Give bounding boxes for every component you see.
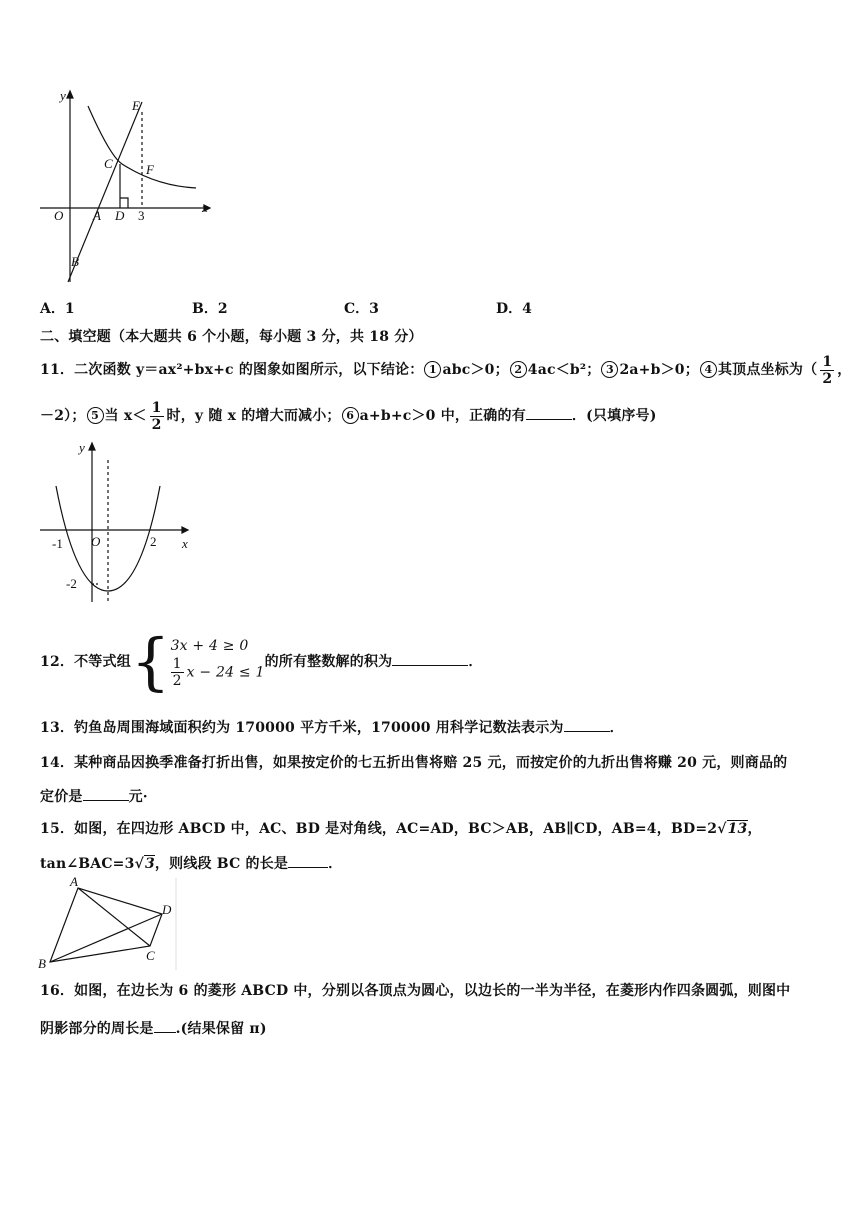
y-axis-arrow: [89, 443, 95, 450]
q11-line1: 11．二次函数 y＝ax²+bx+c 的图象如图所示，以下结论： 1 abc＞0； 2 4ac＜b²； 3 2a+b＞0； 4 其顶点坐标为（ $\frac{1}{2}$ ，: [40, 353, 852, 387]
fig10-label-e: E: [132, 98, 140, 113]
q11-graph-label-x: x: [182, 536, 188, 551]
answer-blank: [83, 800, 129, 801]
fraction-half: $\frac{1}{2}$: [822, 353, 833, 387]
fig10-label-x: x: [202, 200, 208, 215]
q11-line2: －2）； 5 当 x＜ $\frac{1}{2}$ 时，y 随 x 的增大而减小； 6 a+b+c＞0 中，正确的有 ．(只填序号): [40, 399, 657, 433]
q11-graph-label-y: y: [79, 440, 85, 455]
y-axis-arrow: [67, 91, 73, 98]
answer-blank: [526, 419, 572, 420]
q16-line1: 16．如图，在边长为 6 的菱形 ABCD 中，分别以各顶点为圆心，以边长的一半为半径，在菱形内作四条圆弧，则图中: [40, 983, 791, 999]
fig10-label-c: C: [104, 156, 113, 171]
fraction-half: $\frac{1}{2}$: [151, 399, 162, 433]
q15-label-c: C: [146, 948, 155, 963]
line-ab: [68, 102, 142, 282]
q15-label-a: A: [70, 874, 78, 889]
q11-graph-label-2: 2: [150, 534, 157, 549]
q15-line1: 15．如图，在四边形 ABCD 中，AC、BD 是对角线，AC=AD，BC＞AB，AB∥CD，AB=4，BD=2√13，: [40, 821, 762, 837]
sqrt-13: √13: [717, 821, 748, 837]
q12-line: 12．不等式组{ 3x + 4 ≥ 0 $\frac{1}{2}$ x − 24 ≤ 1 的所有整数解的积为 ．: [40, 625, 483, 698]
x-axis-arrow: [182, 527, 188, 533]
q15-quadrilateral-figure: [36, 874, 182, 972]
right-angle-mark: [120, 198, 128, 208]
answer-blank: [392, 665, 468, 666]
q16-line2: 阴影部分的周长是 .(结果保留 π): [40, 1021, 267, 1037]
q14-line1: 14．某种商品因换季准备打折出售，如果按定价的七五折出售将赔 25 元，而按定价的九折出售将赚 20 元，则商品的: [40, 755, 788, 771]
fig10-label-o: O: [54, 208, 64, 223]
fig10-label-f: F: [146, 162, 154, 177]
option-a: A．1: [40, 301, 75, 317]
fig10-label-3: 3: [138, 208, 145, 223]
answer-blank: [564, 731, 610, 732]
fig10-label-y: y: [60, 88, 66, 103]
fig10-label-b: B: [71, 254, 79, 269]
answer-blank: [288, 867, 328, 868]
inequality-system: 3x + 4 ≥ 0 $\frac{1}{2}$ x − 24 ≤ 1: [170, 637, 265, 689]
diagonal-ac: [78, 888, 150, 946]
q15-line2: tan∠BAC=3√3，则线段 BC 的长是 ．: [40, 856, 343, 872]
q11-graph-label-m2: -2: [66, 576, 77, 591]
sqrt-3: √3: [134, 856, 155, 872]
q11-graph-label-m1: -1: [52, 536, 63, 551]
option-b: B．2: [192, 301, 228, 317]
q13-line: 13．钓鱼岛周围海域面积约为 170000 平方千米，170000 用科学记数法表示为 ．: [40, 720, 624, 736]
q15-label-d: D: [162, 902, 172, 917]
q11-parabola-figure: [36, 436, 196, 606]
fig10-label-a: A: [93, 208, 101, 223]
option-d: D．4: [496, 301, 532, 317]
q14-line2: 定价是 元·: [40, 789, 148, 805]
q10-figure: [38, 86, 218, 286]
option-c: C．3: [344, 301, 379, 317]
section2-heading: 二、填空题（本大题共 6 个小题，每小题 3 分，共 18 分）: [40, 329, 423, 345]
answer-blank: [154, 1032, 176, 1033]
left-brace: {: [130, 625, 171, 698]
q15-label-b: B: [38, 956, 46, 971]
q11-graph-label-o: O: [91, 534, 101, 549]
fig10-label-d: D: [115, 208, 125, 223]
